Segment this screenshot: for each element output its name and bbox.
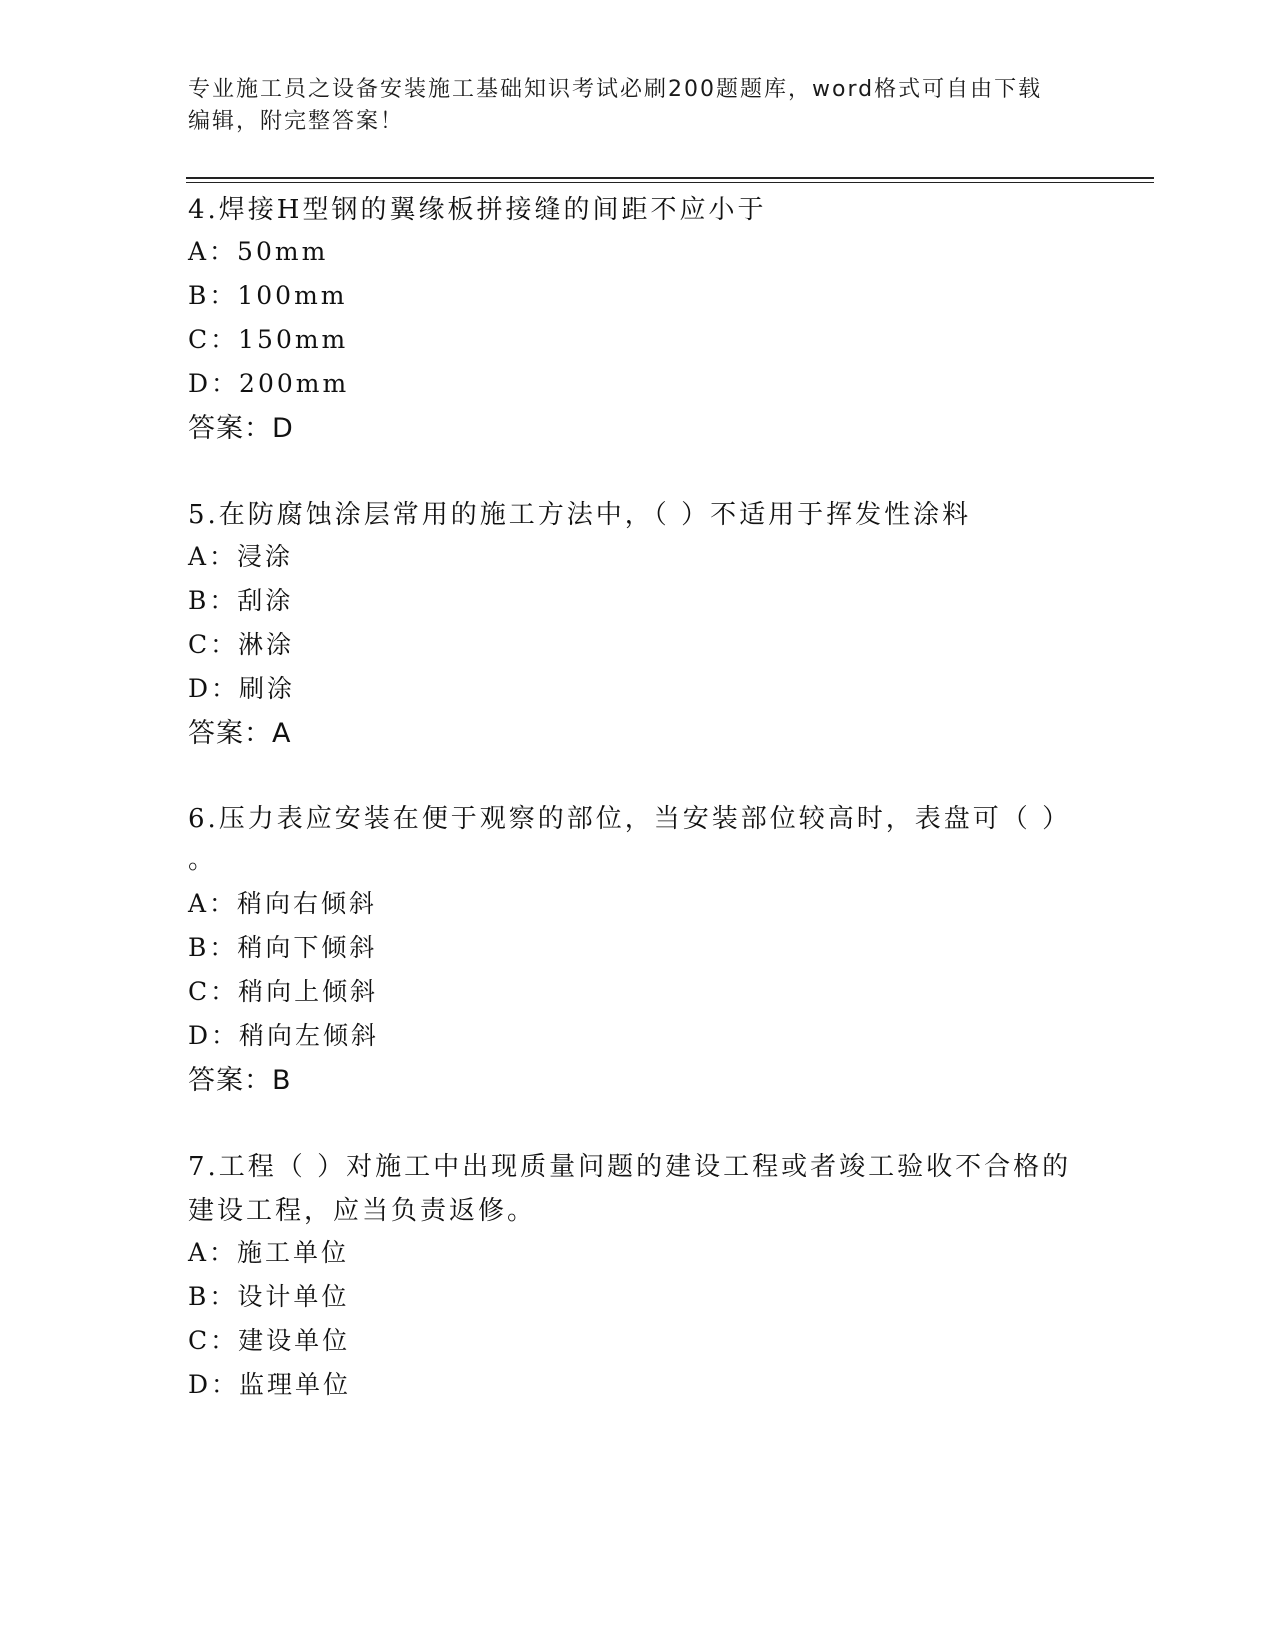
header-title-line-1: 专业施工员之设备安装施工基础知识考试必刷200题题库，word格式可自由下载 — [188, 77, 1043, 102]
question-6-stem: 6.压力表应安装在便于观察的部位，当安装部位较高时，表盘可（ ） — [188, 804, 1072, 834]
header-divider-thin — [186, 182, 1154, 183]
question-6-answer: 答案：B — [188, 1065, 292, 1096]
question-4-stem: 4.焊接H型钢的翼缘板拼接缝的间距不应小于 — [188, 195, 767, 225]
question-6-option-a: A：稍向右倾斜 — [188, 889, 378, 918]
question-4-option-c: C：150mm — [188, 325, 349, 354]
question-4-answer: 答案：D — [188, 413, 294, 444]
question-5-option-d: D：刷涂 — [188, 674, 296, 703]
question-5-stem: 5.在防腐蚀涂层常用的施工方法中，（ ）不适用于挥发性涂料 — [188, 500, 972, 530]
question-7-option-c: C：建设单位 — [188, 1326, 351, 1355]
question-4-option-b: B：100mm — [188, 281, 348, 310]
question-4-option-d: D：200mm — [188, 369, 350, 398]
question-5-option-c: C：淋涂 — [188, 630, 295, 659]
question-6-option-d: D：稍向左倾斜 — [188, 1021, 380, 1050]
header-divider-thick — [186, 177, 1154, 179]
question-6-option-c: C：稍向上倾斜 — [188, 977, 379, 1006]
question-6-option-b: B：稍向下倾斜 — [188, 933, 378, 962]
question-7-option-a: A：施工单位 — [188, 1238, 350, 1267]
question-7-stem-continued: 建设工程，应当负责返修。 — [188, 1196, 537, 1226]
header-title-line-2: 编辑，附完整答案！ — [188, 109, 405, 134]
document-header — [188, 74, 1088, 138]
question-6-stem-continued: 。 — [188, 845, 218, 875]
question-4-option-a: A：50mm — [188, 237, 329, 266]
question-5-answer: 答案：A — [188, 718, 292, 749]
question-7-option-d: D：监理单位 — [188, 1370, 352, 1399]
question-5-option-b: B：刮涂 — [188, 586, 294, 615]
question-5-option-a: A：浸涂 — [188, 542, 294, 571]
question-7-option-b: B：设计单位 — [188, 1282, 350, 1311]
question-7-stem: 7.工程（ ）对施工中出现质量问题的建设工程或者竣工验收不合格的 — [188, 1152, 1072, 1182]
